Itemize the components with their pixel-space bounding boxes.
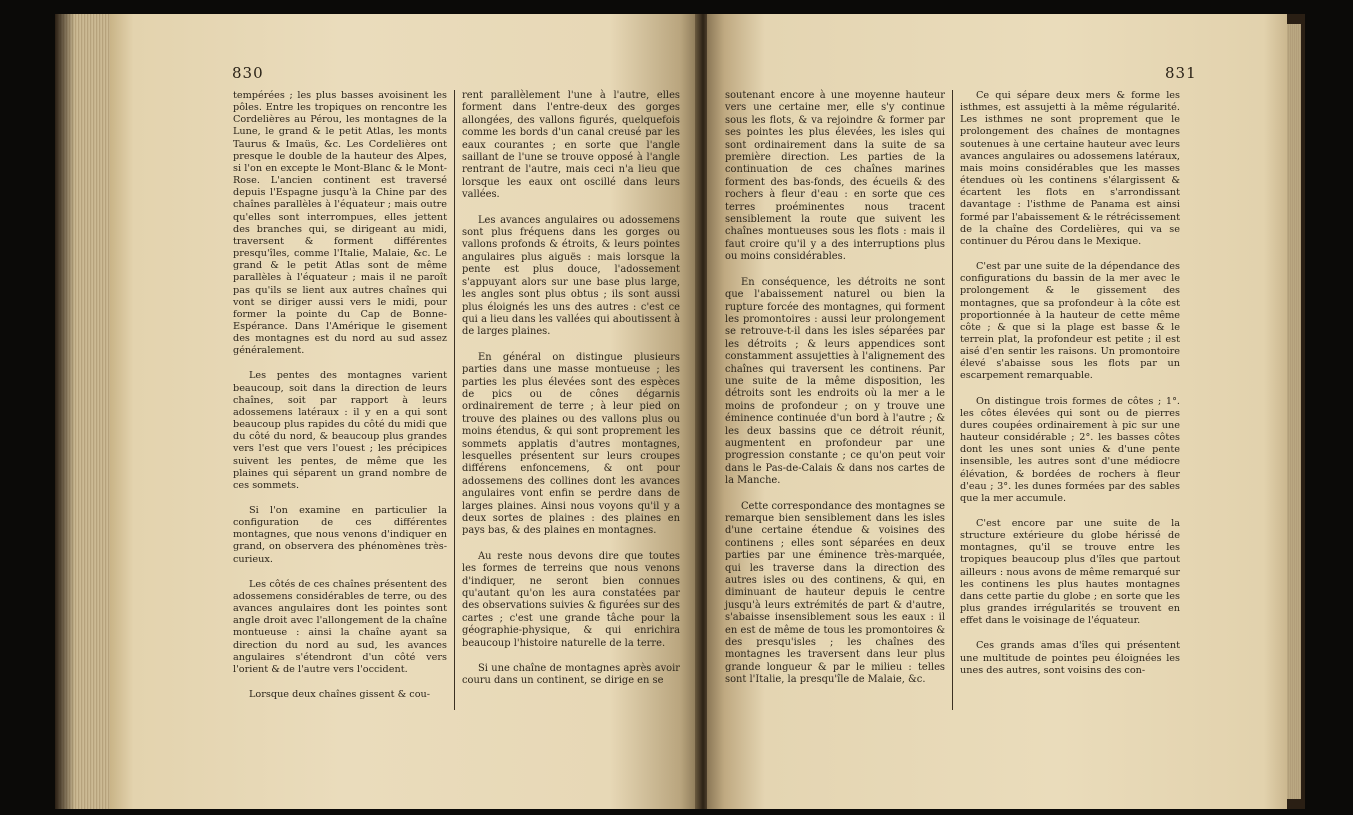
column-divider [952, 90, 953, 710]
left-page-number: 830 [232, 64, 264, 82]
paragraph: Si une chaîne de montagnes après avoir couru dans un continent, se dirige en se [462, 663, 680, 687]
paragraph: Au reste nous devons dire que toutes les formes de terreins que nous venons d'indiquer, ne seront bien connues qu'autant qu'on les aura constatées par des observations suivies & figurées sur des cartes ; c'est une grande tâche pour la géographie-physique, & qui enrichira beaucoup l'histoire naturelle de la terre. [462, 550, 680, 649]
open-book [55, 14, 1305, 809]
paragraph: En conséquence, les détroits ne sont que l'abaissement naturel ou bien la rupture forcée des montagnes, qui forment les promontoires : aussi leur prolongement se retrouve-t-il dans les isles séparées par les détroits ; & leurs appendices sont constamment assujetties à l'alignement des chaînes qui traversent les continens. Par une suite de la même disposition, les détroits sont les endroits où la mer a le moins de profondeur ; on y trouve une éminence continuée d'un bord à l'autre ; & les deux bassins que ce détroit réunit, augmentent en profondeur par une progression constante ; ce qu'on peut voir dans le Pas-de-Calais & dans nos cartes de la Manche. [725, 276, 945, 487]
paragraph: Les pentes des montagnes varient beaucoup, soit dans la direction de leurs chaînes, soit par rapport à leurs adossemens latéraux : il y en a qui sont beaucoup plus rapides du côté du midi que du côté du nord, & beaucoup plus grandes vers l'est que vers l'ouest ; les précipices suivent les pentes, de même que les plaines qui séparent un grand nombre de ces sommets. [233, 370, 447, 491]
paragraph: En général on distingue plusieurs parties dans une masse montueuse ; les parties les plus élevées sont des espèces de pics ou de cônes dégarnis ordinairement de terre ; à leur pied on trouve des plaines ou des vallons plus ou moins étendus, & qui sont proprement les sommets applatis d'autres montagnes, lesquelles présentent sur leurs croupes différens enfoncemens, & ont pour adossemens des collines dont les avances angulaires vont enfin se perdre dans de larges plaines. Ainsi nous voyons qu'il y a deux sortes de plaines : des plaines en pays bas, & des plaines en montagnes. [462, 351, 680, 537]
paragraph: On distingue trois formes de côtes ; 1°. les côtes élevées qui sont ou de pierres dures coupées ordinairement à pic sur une hauteur considérable ; 2°. les basses côtes dont les unes sont unies & d'une pente insensible, les autres sont d'une médiocre élévation, & bordées de rochers à fleur d'eau ; 3°. les dunes formées par des sables que la mer accumule. [960, 395, 1180, 504]
paragraph: C'est encore par une suite de la structure extérieure du globe hérissé de montagnes, qu'il se trouve entre les tropiques beaucoup plus d'îles que partout ailleurs : nous avons de même remarqué sur les continens les plus hautes montagnes dans cette partie du globe ; en sorte que les plus grandes irrégularités se trouvent en effet dans le voisinage de l'équateur. [960, 518, 1180, 627]
right-page [707, 14, 1287, 809]
left-page-column-1 [233, 90, 447, 714]
paragraph: Cette correspondance des montagnes se remarque bien sensiblement dans les isles d'une certaine étendue & voisines des continens ; elles sont séparées en deux parties par une éminence très-marquée, qui les traverse dans la direction des autres isles ou des continens, & qui, en diminuant de hauteur depuis le centre jusqu'à leurs extrémités de part & d'autre, s'abaisse insensiblement sous les eaux : il en est de même de tous les promontoires & des presqu'isles ; les chaînes des montagnes les traversent dans leur plus grande longueur & par le milieu : telles sont l'Italie, la presqu'île de Malaie, &c. [725, 500, 945, 686]
left-page-column-2 [462, 90, 680, 701]
page-stack-left [55, 14, 110, 809]
paragraph: Si l'on examine en particulier la configuration de ces différentes montagnes, que nous venons d'indiquer en grand, on observera des phénomènes très-curieux. [233, 505, 447, 565]
paragraph: Ce qui sépare deux mers & forme les isthmes, est assujetti à la même régularité. Les isthmes ne sont proprement que le prolongement des chaînes de montagnes soutenues à une certaine hauteur avec leurs avances angulaires ou adossemens latéraux, mais moins considérables que les masses étendues où les continens s'élargissent & écartent les flots en s'arrondissant davantage : l'isthme de Panama est ainsi formé par l'abaissement & le rétrécissement de la chaîne des Cordelières, qui va se continuer du Pérou dans le Mexique. [960, 90, 1180, 247]
page-stack-right [1287, 24, 1301, 799]
paragraph: C'est par une suite de la dépendance des configurations du bassin de la mer avec le prolongement & le gissement des montagnes, que sa profondeur à la côte est proportionnée à la hauteur de cette même côte ; & que si la plage est basse & le terrein plat, la profondeur est petite ; il est aisé d'en sentir les raisons. Un promontoire élevé s'abaisse sous les flots par un escarpement remarquable. [960, 261, 1180, 382]
paragraph: tempérées ; les plus basses avoisinent les pôles. Entre les tropiques on rencontre les Cordelières au Pérou, les montagnes de la Lune, le grand & le petit Atlas, les monts Taurus & Imaüs, &c. Les Cordelières ont presque le double de la hauteur des Alpes, si l'on en excepte le Mont-Blanc & le Mont-Rose. L'ancien continent est traversé depuis l'Espagne jusqu'à la Chine par des chaînes parallèles à l'équateur ; mais outre qu'elles sont interrompues, elles jettent des branches qui, se dirigeant au midi, traversent & forment différentes presqu'îles, comme l'Italie, Malaie, &c. Le grand & le petit Atlas sont de même parallèles à l'équateur ; mais il ne paroît pas qu'ils se lient aux autres chaînes qui vont se diriger aussi vers le midi, pour former la pointe du Cap de Bonne-Espérance. Dans l'Amérique le gisement des montagnes est du nord au sud assez généralement. [233, 90, 447, 357]
right-page-column-1 [725, 90, 945, 700]
paragraph: Lorsque deux chaînes gissent & cou- [249, 689, 431, 701]
paragraph: Les côtés de ces chaînes présentent des adossemens considérables de terre, ou des avances angulaires dont les pointes sont angle droit avec l'allongement de la chaîne montueuse : ainsi la chaîne ayant sa direction du nord au sud, les avances angulaires s'étendront d'un côté vers l'orient & de l'autre vers l'occident. [233, 578, 447, 675]
paragraph: soutenant encore à une moyenne hauteur vers une certaine mer, elle s'y continue sous les flots, & va rejoindre & former par ses pointes les plus élevées, les isles qui sont ordinairement dans la suite de sa première direction. Les parties de la continuation de ces chaînes marines forment des bas-fonds, des écueils & des rochers à fleur d'eau : en sorte que ces terres proéminentes nous tracent sensiblement la route que suivent les chaînes montueuses sous les flots : mais il faut croire qu'il y a des interruptions plus ou moins considérables. [725, 90, 945, 263]
left-page [110, 14, 698, 809]
right-page-column-2 [960, 90, 1180, 690]
paragraph: Ces grands amas d'îles qui présentent une multitude de pointes peu éloignées les unes des autres, sont voisins des con- [960, 640, 1180, 676]
right-page-number: 831 [1165, 64, 1197, 82]
column-divider [454, 90, 455, 710]
paragraph: Les avances angulaires ou adossemens sont plus fréquens dans les gorges ou vallons profonds & étroits, & leurs pointes angulaires plus aiguës : mais lorsque la pente est plus douce, l'adossement s'appuyant alors sur une base plus large, les angles sont plus obtus ; ils sont aussi plus éloignés les uns des autres : c'est ce qui a lieu dans les vallées qui aboutissent à de larges plaines. [462, 214, 680, 338]
paragraph: rent parallèlement l'une à l'autre, elles forment dans l'entre-deux des gorges allongées, des vallons figurés, quelquefois comme les bords d'un canal creusé par les eaux courantes ; en sorte que l'angle saillant de l'une se trouve opposé à l'angle rentrant de l'autre, mais ceci n'a lieu que lorsque les eaux ont oscillé dans leurs vallées. [462, 90, 680, 201]
